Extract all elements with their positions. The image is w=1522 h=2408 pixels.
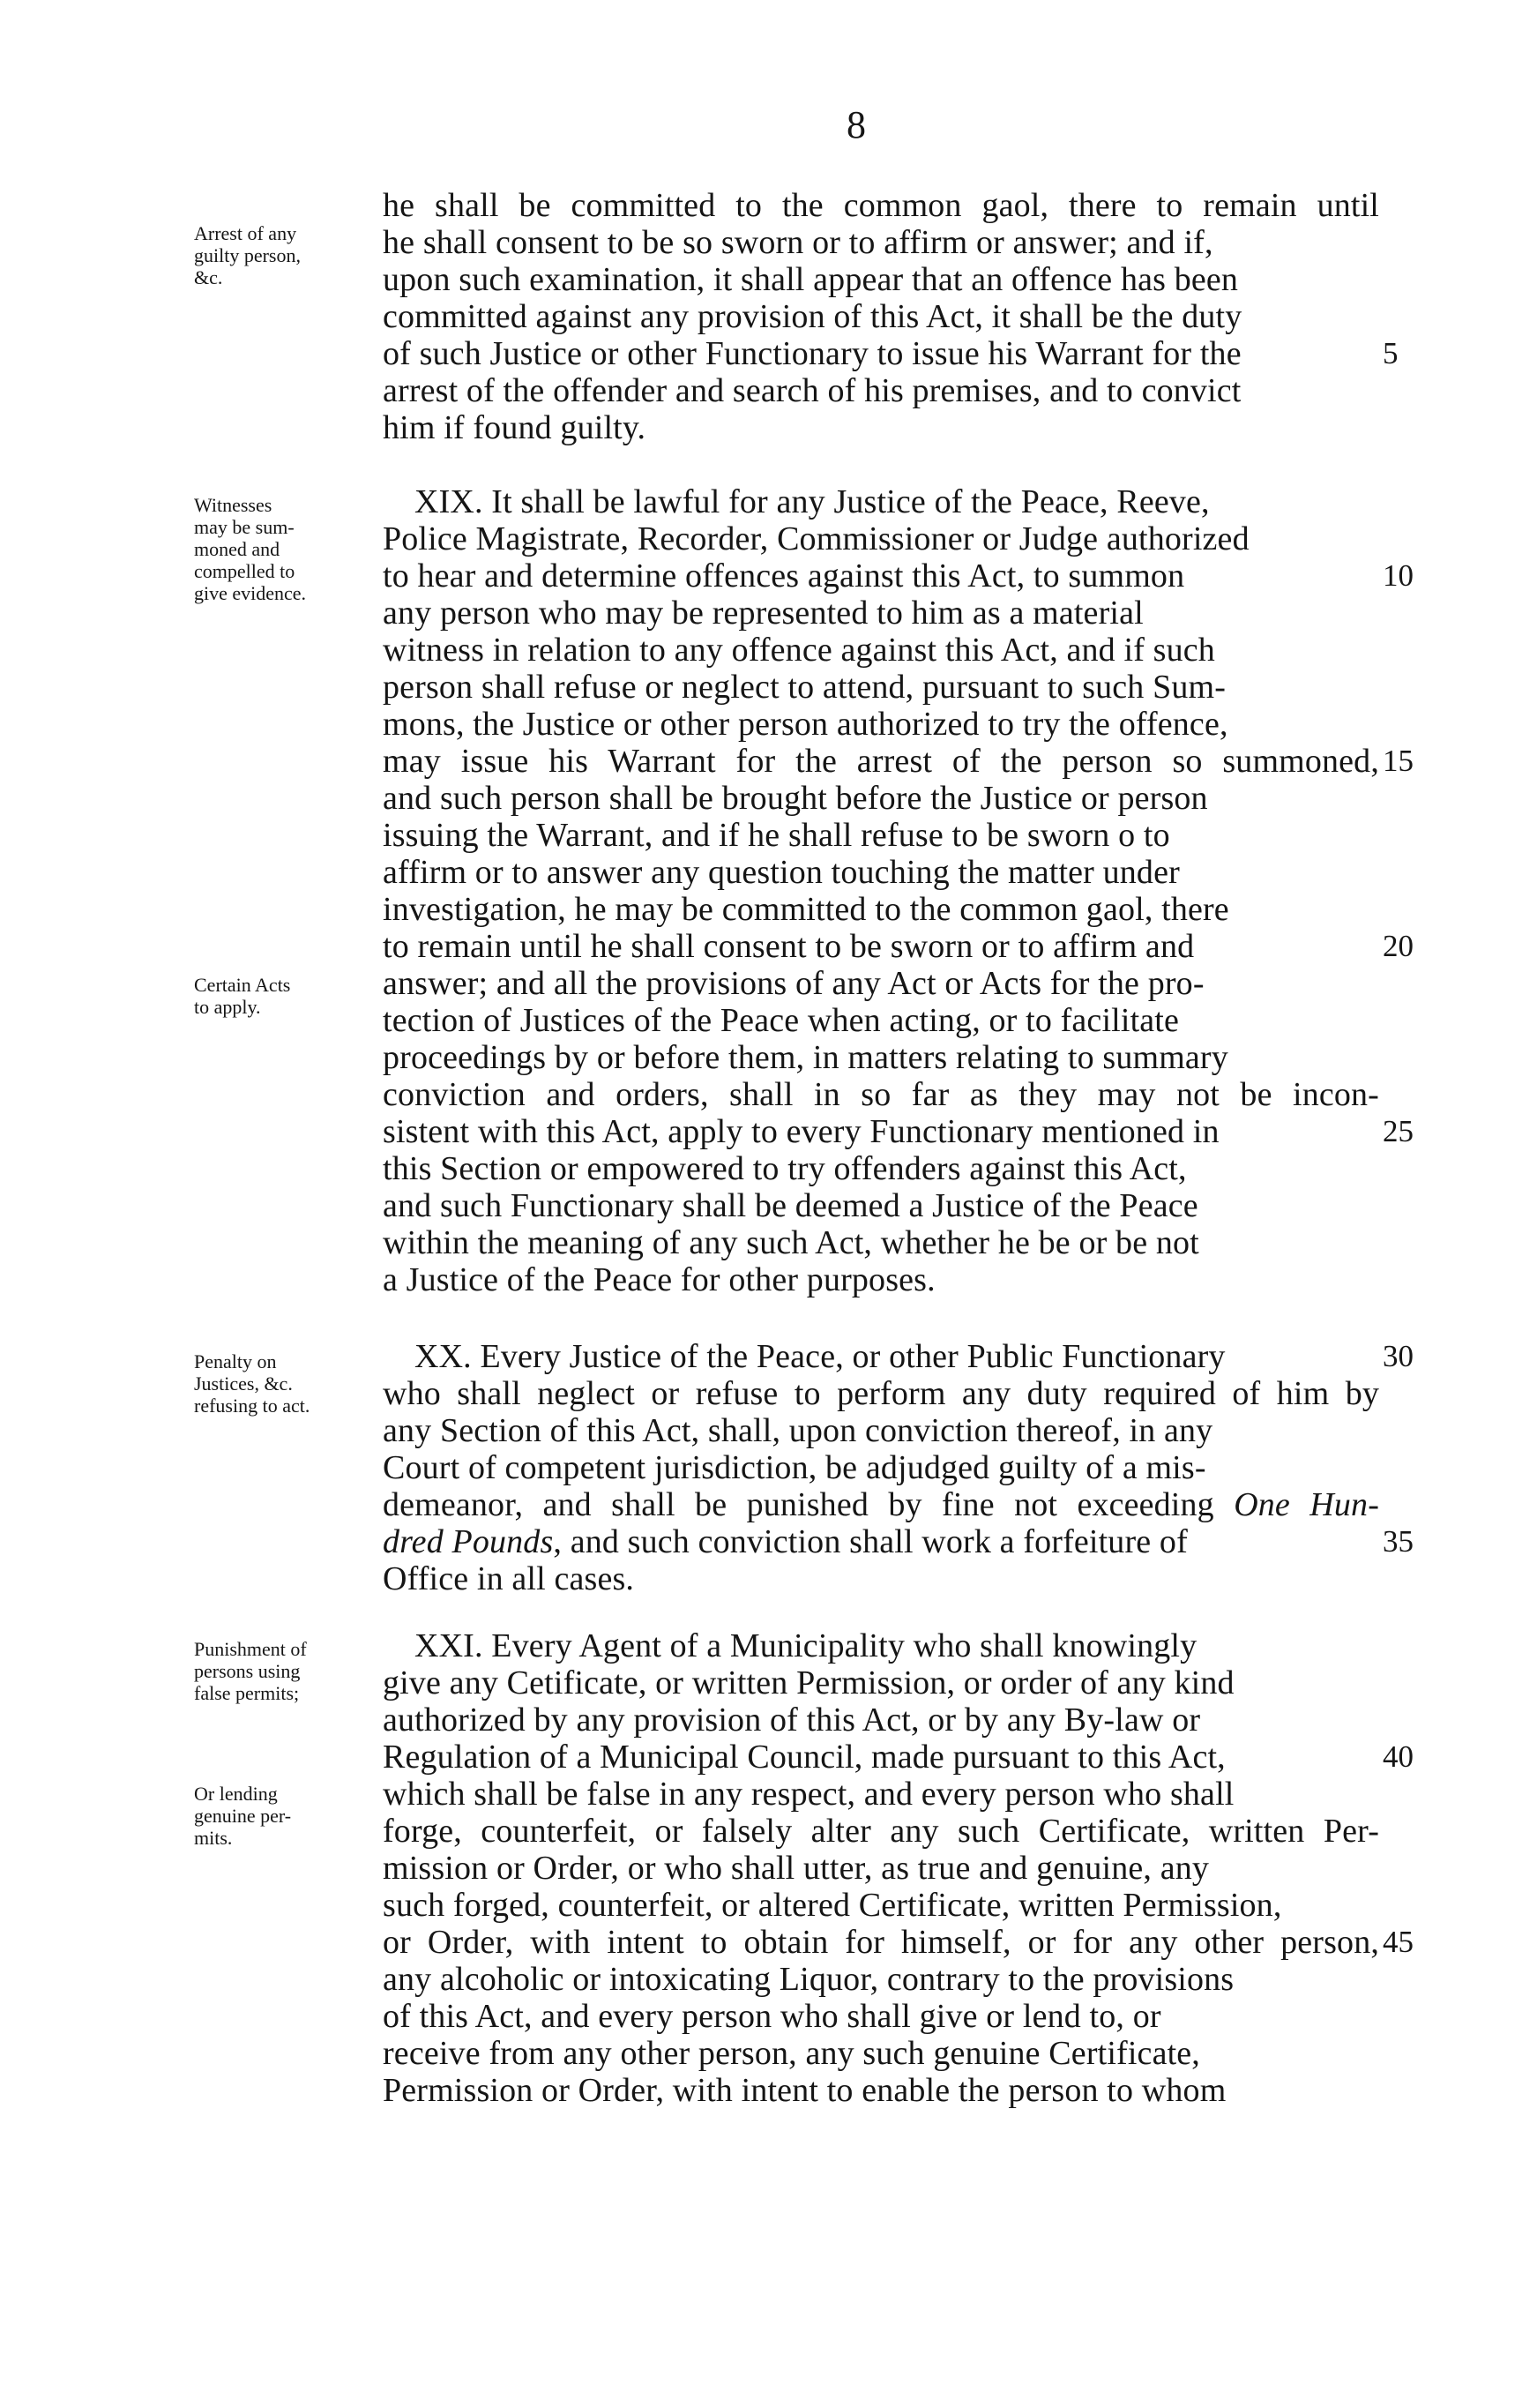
text-line [383, 1412, 1379, 1449]
line-text: person shall refuse or neglect to attend, pursuant to such Sum- [383, 669, 1227, 706]
line-text: answer; and all the provisions of any Act or Acts for the pro- [383, 965, 1205, 1002]
line-text: , and such conviction shall work a forfeiture of [553, 1523, 1188, 1560]
margin-note-line: genuine per- [194, 1805, 292, 1827]
line-text: who shall neglect or refuse to perform any duty required of him by [383, 1375, 1379, 1412]
margin-note [194, 494, 384, 604]
text-line [383, 1850, 1379, 1887]
margin-note [194, 1350, 384, 1417]
line-text: any person who may be represented to him as a material [383, 595, 1144, 632]
text-line [383, 1486, 1379, 1523]
line-text: he shall consent to be so sworn or to affirm or answer; and if, [383, 224, 1213, 261]
line-text: Police Magistrate, Recorder, Commissioner or Judge authorized [383, 520, 1250, 557]
line-text: XIX. It shall be lawful for any Justice of the Peace, Reeve, [414, 483, 1210, 520]
text-line [383, 1150, 1379, 1187]
line-text: sistent with this Act, apply to every Functionary mentioned in [383, 1113, 1220, 1150]
margin-note [194, 974, 384, 1018]
text-line [383, 928, 1379, 965]
text-line [383, 1523, 1379, 1560]
text-line [383, 595, 1379, 632]
margin-note-line: Certain Acts [194, 974, 291, 996]
line-text: XXI. Every Agent of a Municipality who shall knowingly [414, 1627, 1197, 1664]
text-line [383, 1039, 1379, 1076]
line-number: 5 [1383, 336, 1399, 370]
text-line [383, 1187, 1379, 1224]
line-number: 40 [1383, 1739, 1414, 1774]
line-text: Court of competent jurisdiction, be adjudged guilty of a mis- [383, 1449, 1206, 1486]
text-line [383, 891, 1379, 928]
line-text: conviction and orders, shall in so far as they may not be incon- [383, 1076, 1379, 1113]
text-line [383, 780, 1379, 817]
line-text: affirm or to answer any question touching the matter under [383, 854, 1180, 891]
page-number: 8 [847, 103, 866, 146]
margin-note-line: Punishment of [194, 1638, 307, 1660]
text-line [383, 1776, 1379, 1813]
margin-note-line: give evidence. [194, 582, 307, 604]
line-text: a Justice of the Peace for other purposes. [383, 1261, 936, 1298]
text-line [383, 1924, 1379, 1961]
line-text: give any Cetificate, or written Permission, or order of any kind [383, 1664, 1235, 1701]
line-text: forge, counterfeit, or falsely alter any such Certificate, written Per- [383, 1813, 1379, 1850]
text-line [383, 965, 1379, 1002]
line-text: Permission or Order, with intent to enable the person to whom [383, 2072, 1227, 2109]
line-text: mons, the Justice or other person authorized to try the offence, [383, 706, 1228, 743]
line-number: 45 [1383, 1925, 1414, 1959]
text-line [383, 372, 1379, 409]
line-text: him if found guilty. [383, 409, 646, 446]
line-text: he shall be committed to the common gaol, there to remain until [383, 187, 1379, 224]
line-text: may issue his Warrant for the arrest of the person so summoned, [383, 743, 1379, 780]
margin-note [194, 1638, 384, 1704]
line-text: receive from any other person, any such genuine Certificate, [383, 2035, 1200, 2072]
text-line [383, 520, 1379, 557]
text-line [383, 1375, 1379, 1412]
line-text: demeanor, and shall be punished by fine not exceeding [383, 1486, 1235, 1523]
line-text: of such Justice or other Functionary to issue his Warrant for the [383, 335, 1242, 372]
text-line [383, 1261, 1379, 1298]
line-text: any Section of this Act, shall, upon conviction thereof, in any [383, 1412, 1213, 1449]
line-number: 20 [1383, 929, 1414, 963]
text-line [383, 557, 1379, 595]
text-line [383, 1664, 1379, 1701]
line-number: 15 [1383, 744, 1414, 778]
line-text: committed against any provision of this Act, it shall be the duty [383, 298, 1242, 335]
line-text: such forged, counterfeit, or altered Certificate, written Permission, [383, 1887, 1282, 1924]
margin-note-line: compelled to [194, 560, 295, 582]
italic-text: dred Pounds [383, 1523, 554, 1560]
line-text: Office in all cases. [383, 1560, 635, 1597]
margin-note-line: Witnesses [194, 494, 272, 516]
text-line [414, 1627, 1379, 1664]
line-text: mission or Order, or who shall utter, as true and genuine, any [383, 1850, 1210, 1887]
line-number: 25 [1383, 1114, 1414, 1148]
text-line [383, 2035, 1379, 2072]
italic-text: One Hun- [1234, 1486, 1380, 1523]
line-text: XX. Every Justice of the Peace, or other Public Functionary [414, 1338, 1226, 1375]
text-line [383, 1113, 1379, 1150]
margin-note-line: Or lending [194, 1783, 278, 1805]
text-line [383, 1813, 1379, 1850]
text-line [383, 298, 1379, 335]
line-text: witness in relation to any offence against this Act, and if such [383, 632, 1215, 669]
text-line [383, 1701, 1379, 1739]
margin-note-line: &c. [194, 266, 223, 288]
margin-note-line: guilty person, [194, 244, 301, 266]
text-line [383, 817, 1379, 854]
line-text: issuing the Warrant, and if he shall refuse to be sworn o to [383, 817, 1170, 854]
text-line [414, 483, 1379, 520]
text-line [383, 1961, 1379, 1998]
line-text: to remain until he shall consent to be sworn or to affirm and [383, 928, 1195, 965]
line-number: 10 [1383, 558, 1414, 593]
text-line [383, 2072, 1379, 2109]
margin-note [194, 1783, 384, 1849]
line-text: this Section or empowered to try offenders against this Act, [383, 1150, 1187, 1187]
line-text: and such Functionary shall be deemed a Justice of the Peace [383, 1187, 1198, 1224]
margin-note-line: false permits; [194, 1682, 300, 1704]
margin-note-line: to apply. [194, 996, 261, 1018]
text-line [383, 854, 1379, 891]
line-text: to hear and determine offences against this Act, to summon [383, 557, 1185, 595]
line-text: of this Act, and every person who shall give or lend to, or [383, 1998, 1161, 2035]
line-text: upon such examination, it shall appear that an offence has been [383, 261, 1239, 298]
text-line [383, 409, 1379, 446]
margin-note-line: Arrest of any [194, 222, 297, 244]
margin-note-line: persons using [194, 1660, 301, 1682]
line-text: investigation, he may be committed to the common gaol, there [383, 891, 1229, 928]
text-line [383, 261, 1379, 298]
text-line [383, 1449, 1379, 1486]
text-line [383, 1998, 1379, 2035]
text-line [383, 1002, 1379, 1039]
text-line [383, 224, 1379, 261]
line-text: Regulation of a Municipal Council, made pursuant to this Act, [383, 1739, 1226, 1776]
margin-note-line: may be sum- [194, 516, 295, 538]
line-text: any alcoholic or intoxicating Liquor, contrary to the provisions [383, 1961, 1235, 1998]
margin-note-line: Justices, &c. [194, 1372, 293, 1395]
text-line [383, 743, 1379, 780]
text-line [414, 1338, 1379, 1375]
line-number: 30 [1383, 1339, 1414, 1373]
text-line [383, 1887, 1379, 1924]
line-text: within the meaning of any such Act, whether he be or be not [383, 1224, 1199, 1261]
margin-note [194, 222, 384, 288]
margin-note-line: refusing to act. [194, 1395, 310, 1417]
text-line [383, 1739, 1379, 1776]
line-text: or Order, with intent to obtain for himself, or for any other person, [383, 1924, 1379, 1961]
line-number: 35 [1383, 1524, 1414, 1559]
text-line [383, 335, 1379, 372]
line-text: arrest of the offender and search of his premises, and to convict [383, 372, 1242, 409]
text-line [383, 1076, 1379, 1113]
margin-note-line: Penalty on [194, 1350, 277, 1372]
text-line [383, 187, 1379, 224]
text-line [383, 632, 1379, 669]
line-text: tection of Justices of the Peace when acting, or to facilitate [383, 1002, 1180, 1039]
line-text: authorized by any provision of this Act, or by any By-law or [383, 1701, 1201, 1739]
line-text: which shall be false in any respect, and every person who shall [383, 1776, 1235, 1813]
text-line [383, 669, 1379, 706]
line-text: proceedings by or before them, in matters relating to summary [383, 1039, 1228, 1076]
text-line [383, 1560, 1379, 1597]
margin-note-line: moned and [194, 538, 280, 560]
margin-note-line: mits. [194, 1827, 233, 1849]
text-line [383, 706, 1379, 743]
line-text: and such person shall be brought before the Justice or person [383, 780, 1208, 817]
text-line [383, 1224, 1379, 1261]
